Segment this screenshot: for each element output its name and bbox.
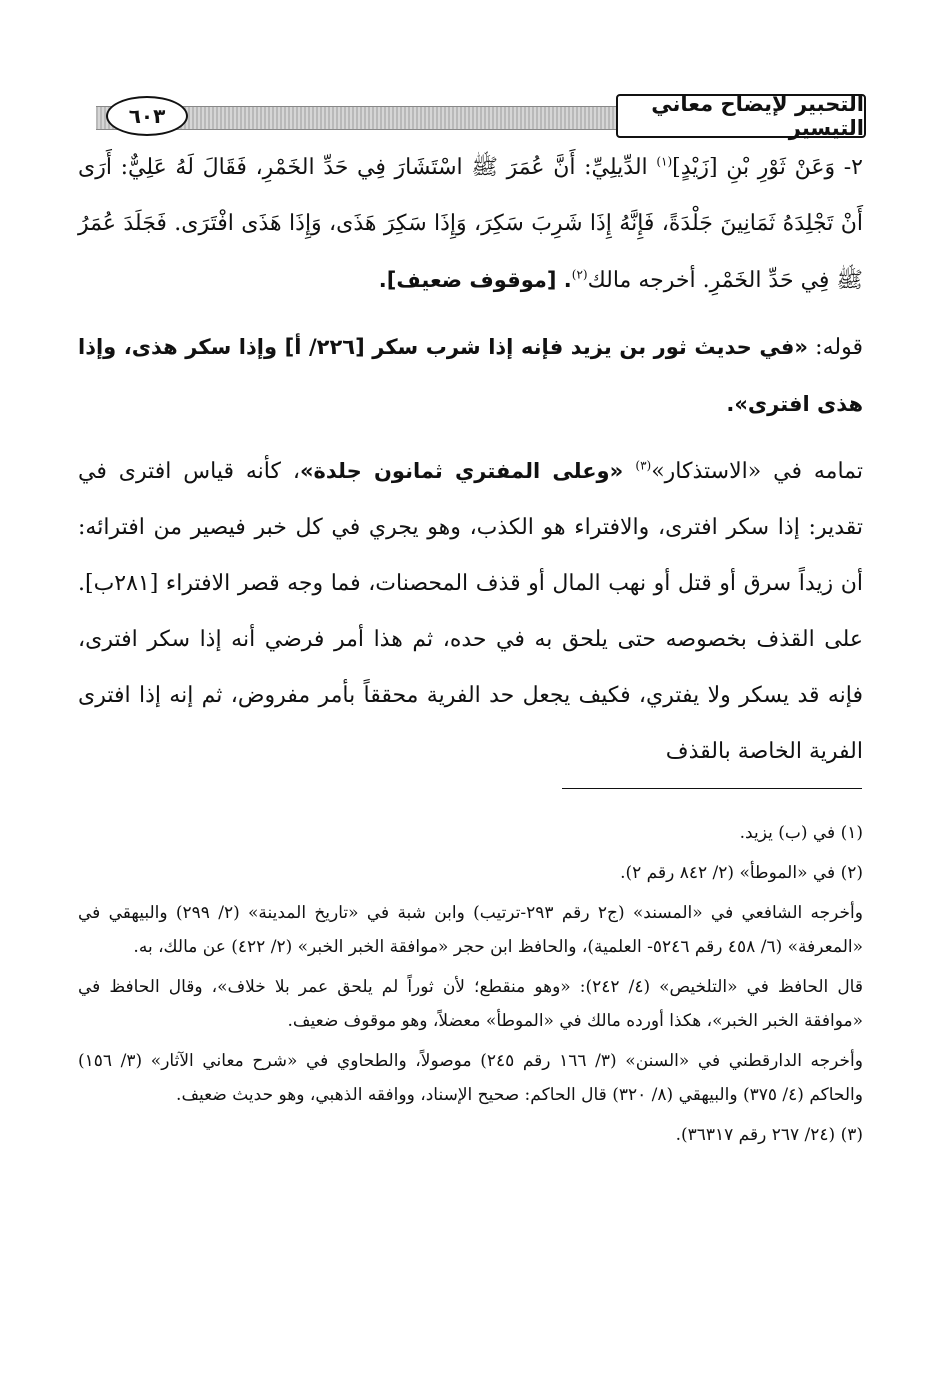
footnote-ref-3: (٣) bbox=[635, 458, 652, 473]
footnote: (١) في (ب) يزيد. bbox=[739, 823, 863, 843]
hadith-opening: ٢- وَعَنْ ثَوْرِ بْنِ [زَيْدٍ] bbox=[672, 155, 863, 180]
footnote: (٣) (٢٤/ ٢٦٧ رقم ٣٦٣١٧). bbox=[675, 1125, 863, 1145]
page-number: ٦٠٣ bbox=[128, 104, 166, 128]
footnote: (٢) في «الموطأ» (٢/ ٨٤٢ رقم ٢). bbox=[620, 863, 863, 883]
footnote-ref-2: (٢) bbox=[571, 267, 588, 282]
main-text bbox=[78, 140, 863, 790]
explanation-text: ، كأنه قياس افترى في تقدير: إذا سكر افترى، والافتراء هو الكذب، وهو يجري في كل خبر فيصير من افترائه: أن زيداً سرق أو قتل أو نهب المال أو قذف المحصنات، فما وجه قصر الافتراء [٢٨١ب]. على القذف بخصوصه حتى يلحق به في حده، ثم هذا أمر فرضي أنه إذا سكر افترى، فإنه قد يسكر ولا يفتري، فكيف يجعل حد الفرية محققاً بأمر مفروض، ثم إنه إذا افترى الفرية الخاصة بالقذف bbox=[78, 459, 863, 764]
footnotes bbox=[78, 816, 863, 1158]
hadith-paragraph bbox=[78, 140, 863, 309]
comment-intro: قوله: bbox=[807, 335, 863, 360]
footnote: وأخرجه الشافعي في «المسند» (ج٢ رقم ٢٩٣-ترتيب) وابن شبة في «تاريخ المدينة» (٢/ ٢٩٩) والبيهقي في «المعرفة» (٦/ ٤٥٨ رقم ٥٢٤٦- العلمية)، والحافظ ابن حجر «موافقة الخبر الخبر» (٢/ ٤٢٢) عن مالك، به. bbox=[78, 903, 863, 957]
footnote-ref-1: (١) bbox=[656, 154, 673, 169]
page-header bbox=[96, 92, 866, 142]
comment-quote: «في حديث ثور بن يزيد فإنه إذا شرب سكر [٢٢٦/ أ] وإذا سكر هذى، وإذا هذى افترى». bbox=[78, 335, 863, 416]
book-title: التحبير لإيضاح معاني التيسير bbox=[651, 92, 864, 140]
explanation-quote: «وعلى المفتري ثمانون جلدة» bbox=[299, 459, 636, 483]
hadith-text: الدِّيلِيِّ: أَنَّ عُمَرَ ﷺ اسْتَشَارَ فِي حَدِّ الخَمْرِ، فَقَالَ لَهُ عَلِيٌّ: أَرَى أَنْ تَجْلِدَهُ ثَمَانِينَ جَلْدَةً، فَإِنَّهُ إِذَا شَرِبَ سَكِرَ، وَإِذَا سَكِرَ هَذَى، وَإِذَا هَذَى افْتَرَى. فَجَلَدَ عُمَرُ ﷺ فِي حَدِّ الخَمْرِ. أخرجه مالك bbox=[78, 155, 863, 293]
footnote-separator bbox=[562, 788, 862, 789]
footnote: وأخرجه الدارقطني في «السنن» (٣/ ١٦٦ رقم ٢٤٥) موصولاً، والطحاوي في «شرح معاني الآثار» (٣/ ١٥٦) والحاكم (٤/ ٣٧٥) والبيهقي (٨/ ٣٢٠) قال الحاكم: صحيح الإسناد، ووافقه الذهبي، وهو حديث ضعيف. bbox=[78, 1051, 863, 1105]
hadith-grade: . [موقوف ضعيف]. bbox=[378, 268, 572, 292]
page-number-frame bbox=[106, 96, 188, 136]
footnote: قال الحافظ في «التلخيص» (٤/ ٢٤٢): «وهو منقطع؛ لأن ثوراً لم يلحق عمر بلا خلاف»، وقال الحافظ في «موافقة الخبر الخبر»، هكذا أورده مالك في «الموطأ» معضلاً، وهو موقوف ضعيف. bbox=[78, 977, 863, 1031]
explanation-paragraph bbox=[78, 443, 863, 780]
explanation-start: تمامه في «الاستذكار» bbox=[651, 459, 863, 484]
header-title-frame bbox=[616, 94, 866, 138]
comment-paragraph bbox=[78, 319, 863, 433]
